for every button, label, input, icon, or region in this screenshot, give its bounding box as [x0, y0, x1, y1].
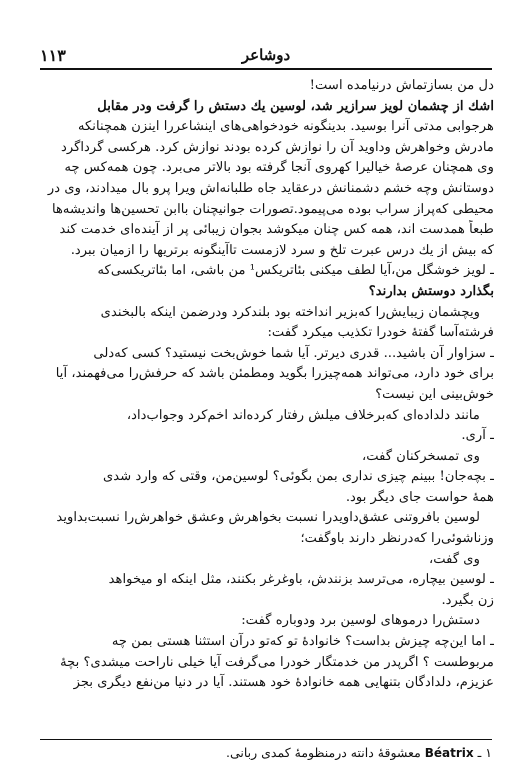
page-header [40, 46, 492, 68]
body-line: عزیزم، دلدادگان بتنهایی همه خانوادهٔ خود هستند. آیا در دنیا من‌نفع دیگری بجز [73, 675, 494, 691]
body-line: بگذارد دوستش بدارند؟ [368, 283, 494, 299]
body-line: دوستانش وچه خشم دشمنانش درعقاید جاه طلبانه‌اش ویرا پرو بال میدادند، وی در [47, 180, 494, 196]
body-line: مربوطست ؟ اگرپدر من خدمتگار خودرا می‌گرفت آیا خیلی ناراحت میشدی؟ بچهٔ [60, 654, 494, 670]
body-line: وی گفت، [428, 551, 480, 567]
body-line: دستش‌را درموهای لوسین برد ودوباره گفت: [241, 613, 480, 629]
body-line: كه بیش از یك درس عبرت تلخ و سرد لازمست تاآینگونه برتریها را ازمیان ببرد. [70, 242, 494, 258]
body-line: ـ آری. [461, 428, 494, 444]
body-line: زن بگیرد. [441, 592, 494, 608]
footnote-latin-name: Béatrix [424, 746, 474, 760]
body-line: مانند دلداده‌ای كه‌برخلاف میلش رفتار كرده‌اند اخم‌كرد وجواب‌داد، [126, 407, 480, 423]
page-body [46, 76, 494, 694]
body-line: اشك از چشمان لویز سرازیر شد، لوسین یك دستش را گرفت ودر مقابل [97, 98, 494, 114]
body-line: ـ اما این‌چه چیزش بداست؟ خانوادهٔ تو كه‌تو درآن استثنا هستی بمن چه [111, 634, 494, 650]
body-line: مادرش وخواهرش وداوید آن را نوازش كرده بودند نوازش كرد. هركسی گرداگرد [60, 139, 494, 155]
body-line: همهٔ حواست جای دیگر بود. [345, 489, 494, 505]
body-line: طبعاً همدست اند، همه كس چنان میكوشد بجوان زیبائی پر از آینده‌ای خدمت كند [59, 222, 494, 238]
footnote [40, 744, 492, 762]
footnote-text: معشوقهٔ دانته درمنظومهٔ كمدی ربانی. [225, 745, 421, 760]
body-line: ـ لویز خوشگل من،آیا لطف میكنی بئاتریكس¹ من باشی، اما بئاتریكسی‌كه [97, 263, 494, 279]
body-line: وی همچنان عرصهٔ خیالیرا كهروی آنجا گرفته بود بالاتر می‌برد. چون همه‌كس چه [64, 160, 494, 176]
body-line: ـ بچه‌جان! ببینم چیزی نداری بمن بگوئی؟ لوسین‌من، وقتی كه وارد شدی [102, 469, 494, 485]
body-line: ـ سزاوار آن باشید... قدری دیرتر. آیا شما خوش‌بخت نیستید؟ كسی كه‌دلی [93, 345, 494, 361]
running-title: دوشاعر [241, 46, 291, 64]
body-line: لوسین بافروتنی عشق‌داویدرا نسبت بخواهرش وعشق خواهرش‌را نسبت‌بداوید [56, 510, 480, 526]
body-line: برای خود دارد، می‌تواند همه‌چیزرا بگوید ومطمئن باشد كه حرفش‌را می‌فهمند، آیا [55, 366, 494, 382]
body-line: دل من بسازتماش درنیامده است! [309, 78, 494, 93]
page-number: ۱۱۳ [40, 46, 66, 65]
body-line: محیطی كه‌پراز سراب بوده می‌پیمود.تصورات جوانیچنان باابن تحسین‌ها واندیشه‌ها [51, 201, 494, 217]
body-line: وزناشوئی‌را كه‌درنظر دارند باوگفت؛ [300, 531, 494, 547]
body-line: ویچشمان زیبایش‌را كه‌بزیر انداخته بود بلندكرد ودرضمن اینكه بالبخندی [100, 304, 480, 320]
footnote-rule [40, 739, 492, 740]
footnote-marker: ۱ ـ [477, 745, 492, 760]
header-rule [40, 68, 492, 70]
body-line: وی تمسخركنان گفت، [361, 448, 480, 464]
body-line: خوش‌بینی این نیست؟ [375, 386, 494, 402]
body-line: ـ لوسین بیچاره، می‌ترسد بزنندش، باوغرغر بكنند، مثل اینكه او میخواهد [108, 572, 494, 588]
body-line: فرشته‌آسا گفتهٔ خودرا تكذیب میكرد گفت: [267, 325, 494, 341]
body-line: هرجوابی مدتی آنرا بوسید. بدینگونه خودخواهی‌های اینشاعررا اینزن همچنانكه [77, 119, 494, 135]
